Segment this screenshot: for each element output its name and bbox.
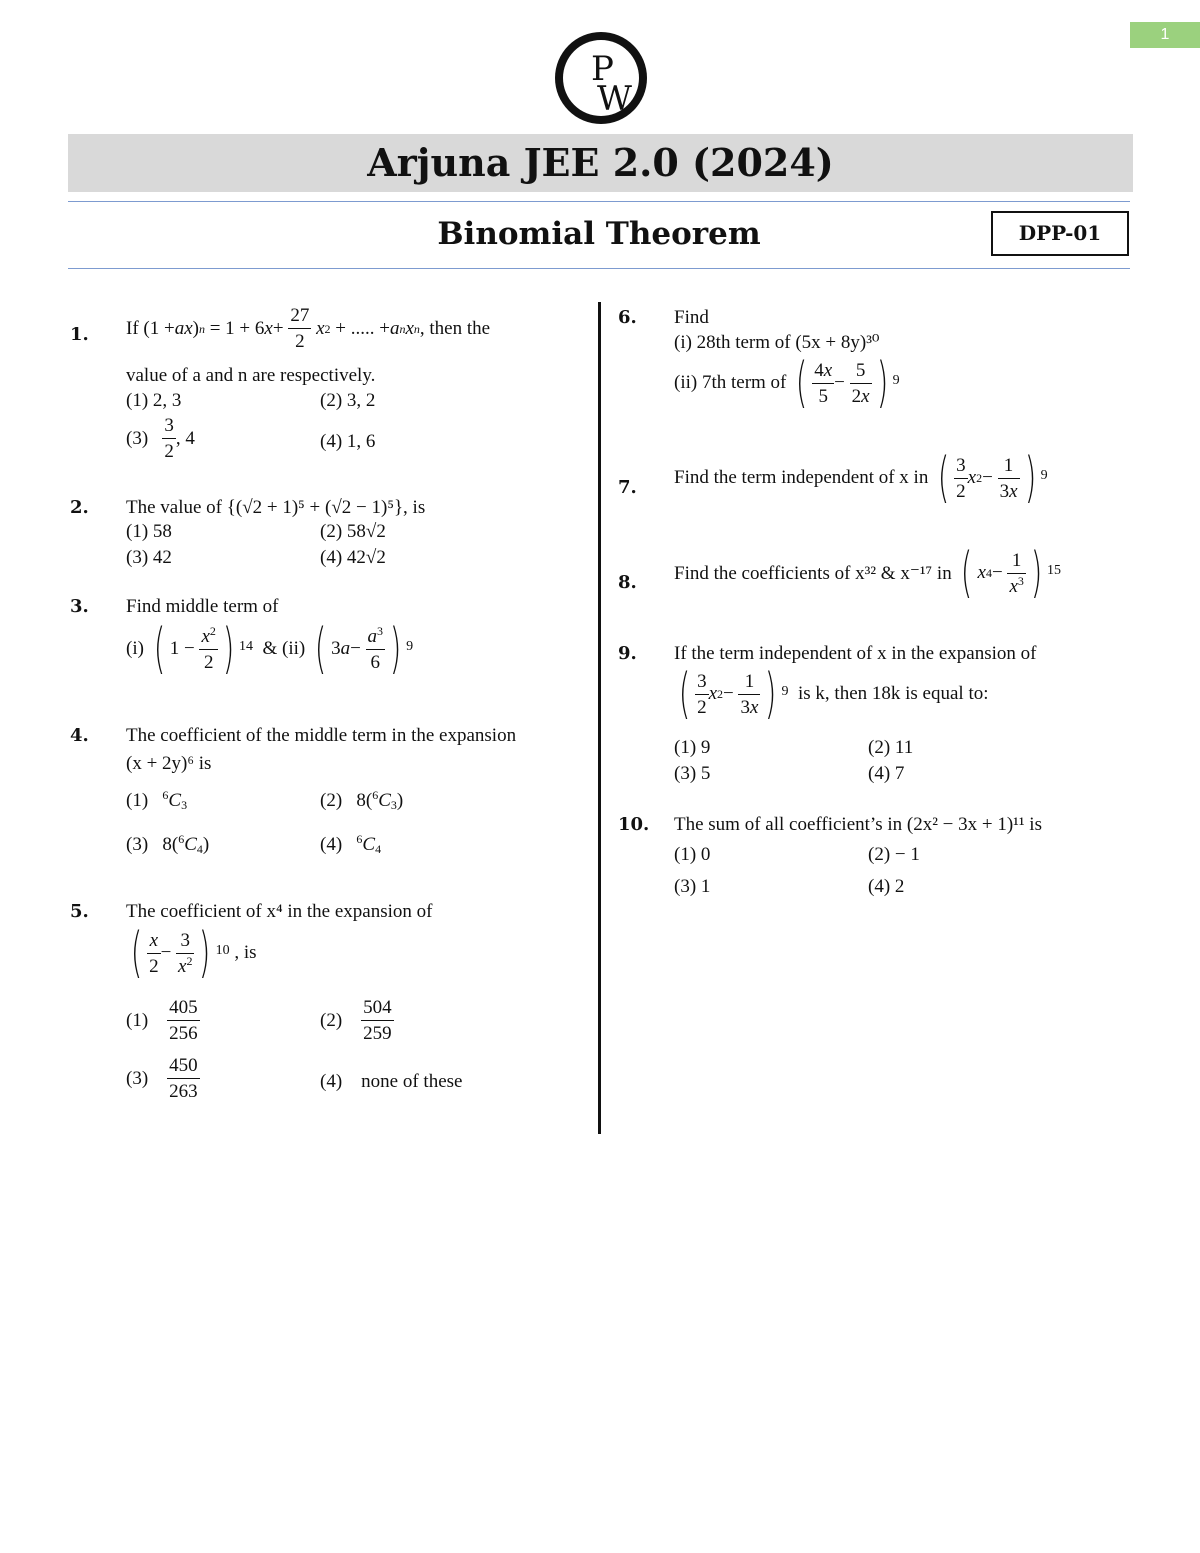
header-rule-bottom: [68, 268, 1130, 269]
q10-option-4: (4) 2: [868, 876, 905, 897]
q10-option-1: (1) 0: [674, 844, 711, 865]
q9-option-1: (1) 9: [674, 737, 711, 758]
q2-option-3: (3) 42: [126, 547, 172, 568]
q9-option-4: (4) 7: [868, 763, 905, 784]
dpp-badge: DPP-01: [991, 211, 1129, 256]
q2-option-2: (2) 58√2: [320, 521, 386, 542]
q3-number: 3.: [70, 596, 89, 617]
q9-option-3: (3) 5: [674, 763, 711, 784]
q10-option-2: (2) − 1: [868, 844, 920, 865]
q9-number: 9.: [618, 643, 637, 664]
q6-part-ii: (ii) 7th term of ( $\frac{4x}{5}$ − $\frac{5}{2x}$ ) 9: [674, 351, 900, 414]
q2-statement: The value of {(√2 + 1)⁵ + (√2 − 1)⁵}, is: [126, 497, 426, 518]
q6-number: 6.: [618, 307, 637, 328]
q4-option-3: (3) $8(^6C_4)$: [126, 832, 210, 856]
q5-number: 5.: [70, 901, 89, 922]
q1-statement: If (1 + ax ) n = 1 + 6 x + $\frac{27}{2}$ x 2 + ..... + a n x n , then the: [126, 305, 491, 352]
svg-text:P: P: [591, 49, 614, 89]
q5-statement: The coefficient of x⁴ in the expansion of: [126, 901, 433, 922]
q3-expressions: (i) ( 1 − $\frac{x^2}{2}$ ) 14 & (ii) ( 3 a − $\frac{a^3}{6}$ ) 9: [126, 617, 414, 680]
header-rule-top: [68, 201, 1130, 202]
q1-option-1: (1) 2, 3: [126, 390, 182, 411]
q1-option-3: (3) $\frac{3}{2}$ , 4: [126, 415, 195, 462]
q1-option-2: (2) 3, 2: [320, 390, 376, 411]
q10-number: 10.: [618, 814, 650, 835]
q9-statement-line2: ( $\frac{3}{2}$ x 2 − $\frac{1}{3x}$ ) 9 is k, then 18k is equal to:: [678, 662, 989, 725]
q6-part-i: (i) 28th term of (5x + 8y)³⁰: [674, 332, 880, 353]
document-title: Arjuna JEE 2.0 (2024): [68, 134, 1133, 192]
q4-option-2: (2) $8(^6C_3)$: [320, 788, 404, 812]
q2-number: 2.: [70, 497, 89, 518]
q5-option-2: (2) $\frac{504}{259}$: [320, 997, 392, 1044]
q1-option-4: (4) 1, 6: [320, 431, 376, 452]
column-divider: [598, 302, 601, 1134]
q1-statement-line2: value of a and n are respectively.: [126, 365, 376, 386]
q4-statement-line2: (x + 2y)⁶ is: [126, 753, 212, 774]
q6-statement: Find: [674, 307, 709, 328]
q7-number: 7.: [618, 477, 637, 498]
q9-option-2: (2) 11: [868, 737, 914, 758]
q1-number: 1.: [70, 324, 89, 345]
q4-option-4: (4) $^6C_4$: [320, 832, 382, 856]
q2-option-4: (4) 42√2: [320, 547, 386, 568]
q10-option-3: (3) 1: [674, 876, 711, 897]
chapter-title: Binomial Theorem: [437, 216, 761, 252]
q7-statement: Find the term independent of x in ( $\frac{3}{2}$ x 2 − $\frac{1}{3x}$ ) 9: [674, 446, 1048, 509]
q10-statement: The sum of all coefficient’s in (2x² − 3x + 1)¹¹ is: [674, 814, 1042, 835]
q5-option-1: (1) $\frac{405}{256}$: [126, 997, 198, 1044]
q4-statement: The coefficient of the middle term in the expansion: [126, 725, 517, 746]
q5-expression: ( $\frac{x}{2}$ − $\frac{3}{x^2}$ ) 10 , is: [130, 921, 257, 984]
q8-statement: Find the coefficients of x³² & x⁻¹⁷ in ( x 4 − $\frac{1}{x^3}$ ) 15: [674, 541, 1061, 604]
q8-number: 8.: [618, 572, 637, 593]
q3-statement: Find middle term of: [126, 596, 279, 617]
pw-logo: [553, 30, 649, 126]
svg-text:W: W: [597, 79, 632, 119]
q2-option-1: (1) 58: [126, 521, 172, 542]
q4-number: 4.: [70, 725, 89, 746]
q5-option-4: (4) none of these: [320, 1071, 463, 1092]
q4-option-1: (1) $^6C_3$: [126, 788, 188, 812]
page-number-badge: 1: [1130, 22, 1200, 48]
q9-statement: If the term independent of x in the expansion of: [674, 643, 1037, 664]
q5-option-3: (3) $\frac{450}{263}$: [126, 1055, 198, 1102]
